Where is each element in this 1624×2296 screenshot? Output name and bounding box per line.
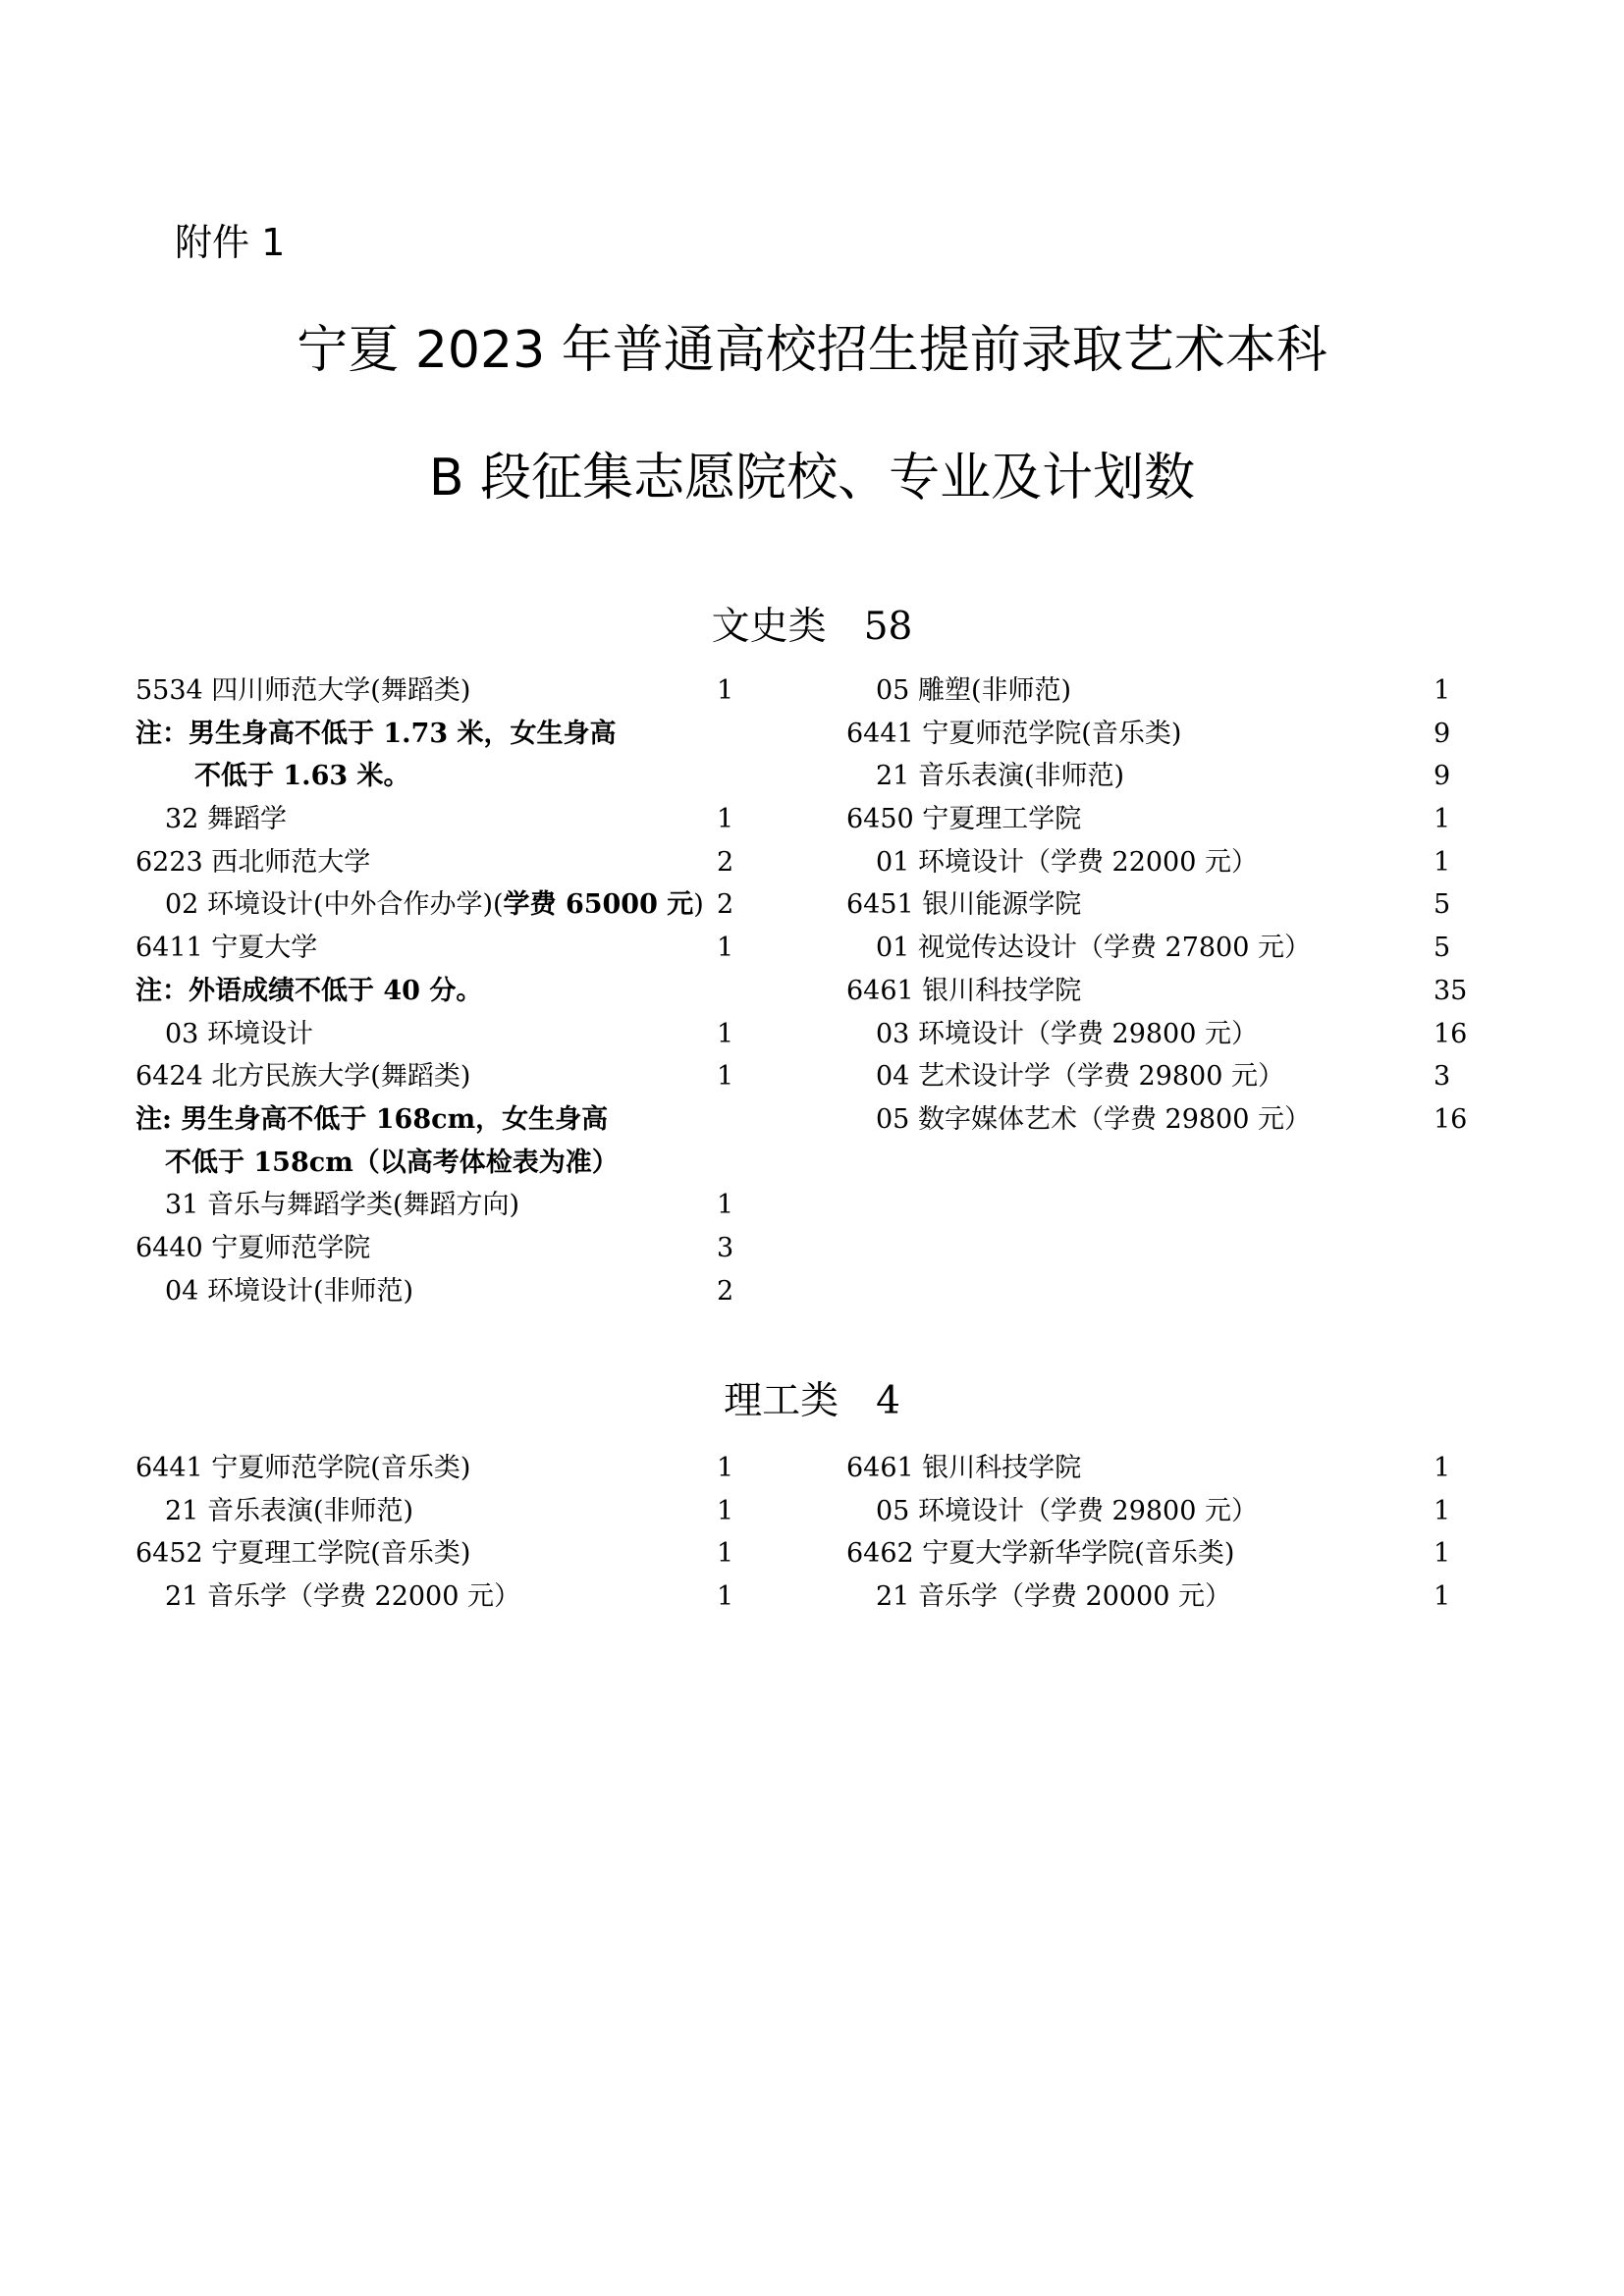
list-item: 03 环境设计 1: [165, 1018, 734, 1049]
list-item: 6441 宁夏师范学院(音乐类) 9: [846, 718, 1451, 749]
list-item: 01 视觉传达设计（学费 27800 元） 5: [876, 933, 1451, 964]
list-item: 21 音乐表演(非师范) 9: [876, 761, 1451, 792]
list-item: 32 舞蹈学 1: [165, 804, 734, 835]
ligong-left-column: [135, 1447, 734, 1619]
wenshi-left-column: [135, 669, 734, 1312]
list-item: 6440 宁夏师范学院 3: [135, 1232, 734, 1263]
list-item: 04 环境设计(非师范) 2: [165, 1275, 734, 1307]
list-item: 6462 宁夏大学新华学院(音乐类) 1: [846, 1538, 1451, 1570]
list-item: 02 环境设计(中外合作办学)(学费 65000 元) 2: [165, 889, 734, 921]
wenshi-right-column: [846, 669, 1468, 1142]
section-heading-ligong: [0, 1377, 1624, 1426]
note-item: 不低于 1.63 米。: [194, 761, 410, 792]
note-item: 不低于 158cm（以高考体检表为准）: [165, 1147, 619, 1178]
list-item: 31 音乐与舞蹈学类(舞蹈方向) 1: [165, 1190, 734, 1221]
note-item: 注: 男生身高不低于 168cm，女生身高: [135, 1103, 609, 1135]
section-name: 理工类: [724, 1379, 839, 1423]
note-item: 注：男生身高不低于 1.73 米，女生身高: [135, 718, 617, 749]
list-item: 05 环境设计（学费 29800 元） 1: [876, 1495, 1451, 1526]
document-title-line-2: B 段征集志愿院校、专业及计划数: [428, 449, 1196, 507]
list-item: 6450 宁夏理工学院 1: [846, 804, 1451, 835]
list-item: 6223 西北师范大学 2: [135, 846, 734, 878]
list-item: 6451 银川能源学院 5: [846, 889, 1451, 921]
section-heading-wenshi: [0, 603, 1624, 652]
section-name: 文史类: [711, 605, 827, 649]
attachment-label: 附件 1: [175, 221, 286, 264]
ligong-right-column: [846, 1447, 1455, 1619]
list-item: 6424 北方民族大学(舞蹈类) 1: [135, 1061, 734, 1093]
list-item: 04 艺术设计学（学费 29800 元） 3: [876, 1061, 1451, 1093]
list-item: 6411 宁夏大学 1: [135, 933, 734, 964]
list-item: 21 音乐表演(非师范) 1: [165, 1495, 734, 1526]
section-total: 58: [863, 605, 913, 649]
list-item: 6452 宁夏理工学院(音乐类) 1: [135, 1538, 734, 1570]
list-item: 03 环境设计（学费 29800 元） 16: [876, 1018, 1468, 1049]
note-item: 注：外语成绩不低于 40 分。: [135, 975, 483, 1006]
list-item: 6461 银川科技学院 35: [846, 975, 1468, 1006]
list-item: 5534 四川师范大学(舞蹈类) 1: [135, 675, 734, 706]
list-item: 05 数字媒体艺术（学费 29800 元） 16: [876, 1103, 1468, 1135]
list-item: 6461 银川科技学院 1: [846, 1453, 1451, 1483]
list-item: 05 雕塑(非师范) 1: [876, 675, 1451, 706]
list-item: 01 环境设计（学费 22000 元） 1: [876, 846, 1451, 878]
section-total: 4: [876, 1379, 900, 1423]
list-item: 6441 宁夏师范学院(音乐类) 1: [135, 1453, 734, 1483]
list-item: 21 音乐学（学费 22000 元） 1: [165, 1581, 734, 1613]
document-title-line-1: 宁夏 2023 年普通高校招生提前录取艺术本科: [297, 321, 1327, 380]
list-item: 21 音乐学（学费 20000 元） 1: [876, 1581, 1451, 1613]
